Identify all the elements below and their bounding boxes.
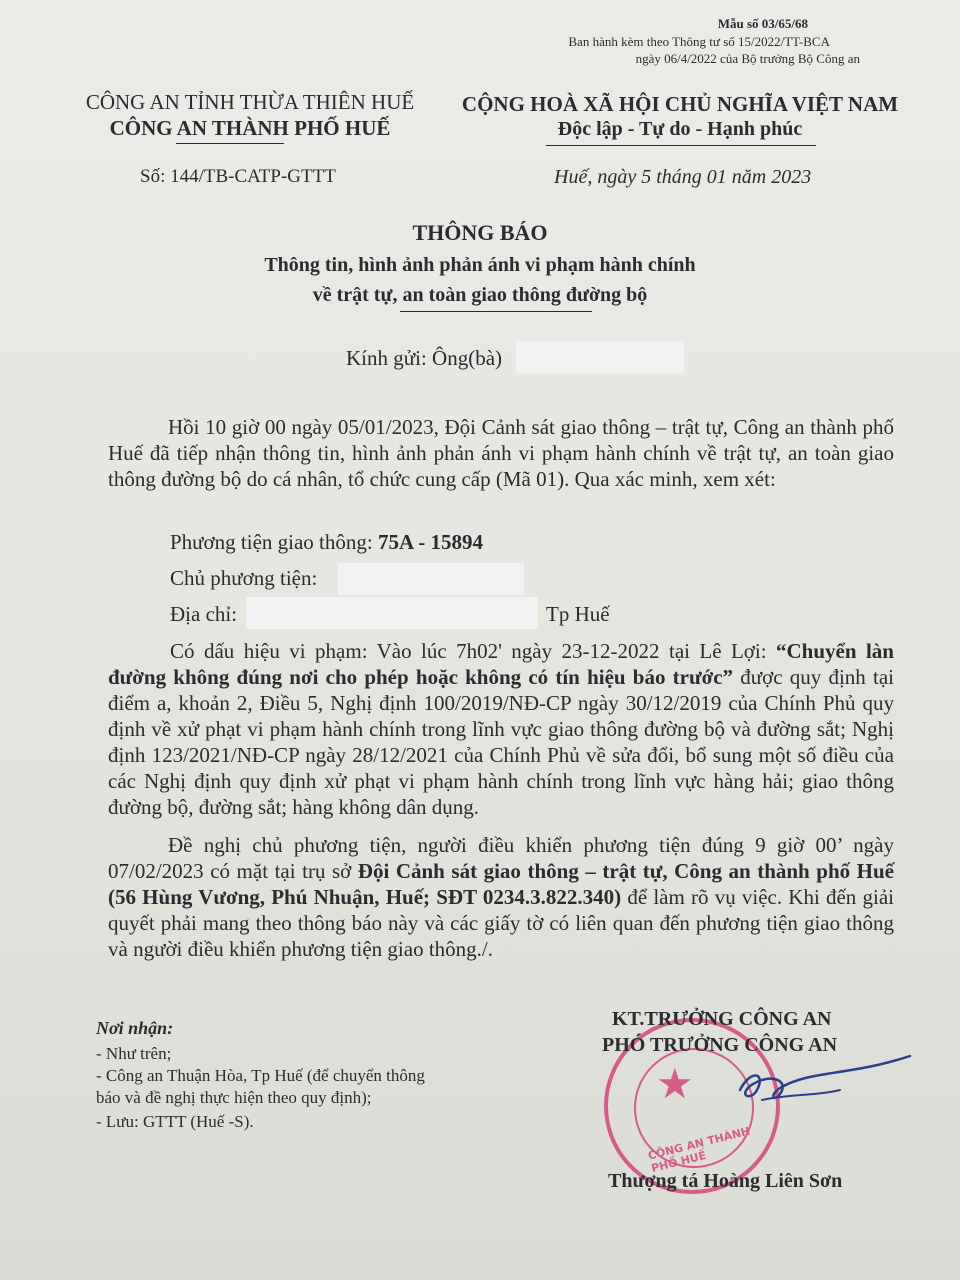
- document-subtitle-2: về trật tự, an toàn giao thông đường bộ: [312, 284, 648, 306]
- nation-motto: Độc lập - Tự do - Hạnh phúc: [557, 118, 803, 140]
- agency-parent: CÔNG AN TỈNH THỪA THIÊN HUẾ: [85, 90, 415, 114]
- violation-act: “Chuyển làn đường không đúng nơi cho phép hoặc không có tín hiệu báo trước”: [108, 639, 894, 689]
- motto-underline: [546, 145, 816, 146]
- signature-title-2: PHÓ TRƯỞNG CÔNG AN: [602, 1034, 838, 1056]
- agency-unit: CÔNG AN THÀNH PHỐ HUẾ: [109, 116, 391, 140]
- star-icon: ★: [656, 1062, 694, 1108]
- document-title: THÔNG BÁO: [412, 220, 548, 245]
- form-code: Mẫu số 03/65/68: [717, 16, 808, 31]
- vehicle-plate: 75A - 15894: [377, 530, 483, 554]
- recipients-item: báo và đề nghị thực hiện theo quy định);: [96, 1088, 372, 1107]
- agency-underline: [176, 143, 284, 144]
- signature-title-1: KT.TRƯỞNG CÔNG AN: [612, 1008, 832, 1030]
- redacted-owner-name: [338, 563, 524, 595]
- violation-prefix: Có dấu hiệu vi phạm: Vào lúc 7h02' ngày 23-12-2022 tại Lê Lợi:: [170, 639, 777, 663]
- seal-ring-text: CÔNG AN THÀNH PHỐ HUẾ: [646, 1124, 752, 1176]
- recipients-heading: Nơi nhận:: [96, 1018, 174, 1038]
- owner-label: Chủ phương tiện:: [170, 566, 318, 590]
- recipients-item: - Lưu: GTTT (Huế -S).: [96, 1112, 254, 1131]
- recipients-item: - Như trên;: [96, 1044, 172, 1063]
- vehicle-label: Phương tiện giao thông:: [170, 530, 373, 554]
- form-issued-with: Ban hành kèm theo Thông tư số 15/2022/TT-BCA: [568, 34, 830, 49]
- address-label: Địa chỉ:: [170, 602, 238, 626]
- place-date: Huế, ngày 5 tháng 01 năm 2023: [554, 166, 812, 188]
- redacted-recipient-name: [516, 341, 684, 373]
- title-underline: [400, 311, 592, 312]
- request-paragraph: [108, 832, 894, 962]
- vehicle-line: [170, 530, 483, 555]
- document-number: Số: 144/TB-CATP-GTTT: [140, 166, 336, 187]
- address-city: Tp Huế: [546, 602, 610, 626]
- document-subtitle-1: Thông tin, hình ảnh phản ánh vi phạm hành chính: [264, 254, 696, 276]
- recipients-item: - Công an Thuận Hòa, Tp Huế (để chuyển thông: [96, 1066, 425, 1085]
- signer-name: Thượng tá Hoàng Liên Sơn: [608, 1170, 843, 1192]
- request-prefix: Đề nghị chủ phương tiện, người điều khiển phương tiện đúng 9 giờ 00’ ngày 07/02/2023 có mặt tại trụ sở: [108, 833, 894, 883]
- handwritten-signature: [720, 1050, 920, 1120]
- request-office: Đội Cảnh sát giao thông – trật tự, Công an thành phố Huế (56 Hùng Vương, Phú Nhuận, Huế; SĐT 0234.3.822.340): [108, 859, 894, 909]
- salutation: Kính gửi: Ông(bà): [346, 346, 503, 370]
- nation-name: CỘNG HOÀ XÃ HỘI CHỦ NGHĨA VIỆT NAM: [461, 92, 899, 116]
- violation-legal-basis: được quy định tại điểm a, khoản 2, Điều 5, Nghị định 100/2019/NĐ-CP ngày 30/12/2019 của Chính Phủ quy định về xử phạt vi phạm hành chính trong lĩnh vực giao thông đường bộ và đường sắt; Nghị định 123/2021/NĐ-CP ngày 28/12/2021 của Chính Phủ về sửa đổi, bổ sung một số điều của các Nghị định quy định xử phạt vi phạm hành chính trong lĩnh vực hàng hải; giao thông đường bộ, đường sắt; hàng không dân dụng.: [108, 665, 894, 819]
- violation-paragraph: [108, 638, 894, 820]
- intro-paragraph: Hồi 10 giờ 00 ngày 05/01/2023, Đội Cảnh sát giao thông – trật tự, Công an thành phố Huế đã tiếp nhận thông tin, hình ảnh phản ánh vi phạm hành chính về trật tự, an toàn giao thông đường bộ do cá nhân, tổ chức cung cấp (Mã 01). Qua xác minh, xem xét:: [108, 415, 894, 491]
- form-issued-date: ngày 06/4/2022 của Bộ trưởng Bộ Công an: [635, 51, 860, 66]
- request-rest: để làm rõ vụ việc. Khi đến giải quyết phải mang theo thông báo này và các giấy tờ có liên quan đến phương tiện giao thông và người điều khiển phương tiện giao thông./.: [108, 885, 894, 961]
- redacted-address: [246, 597, 538, 629]
